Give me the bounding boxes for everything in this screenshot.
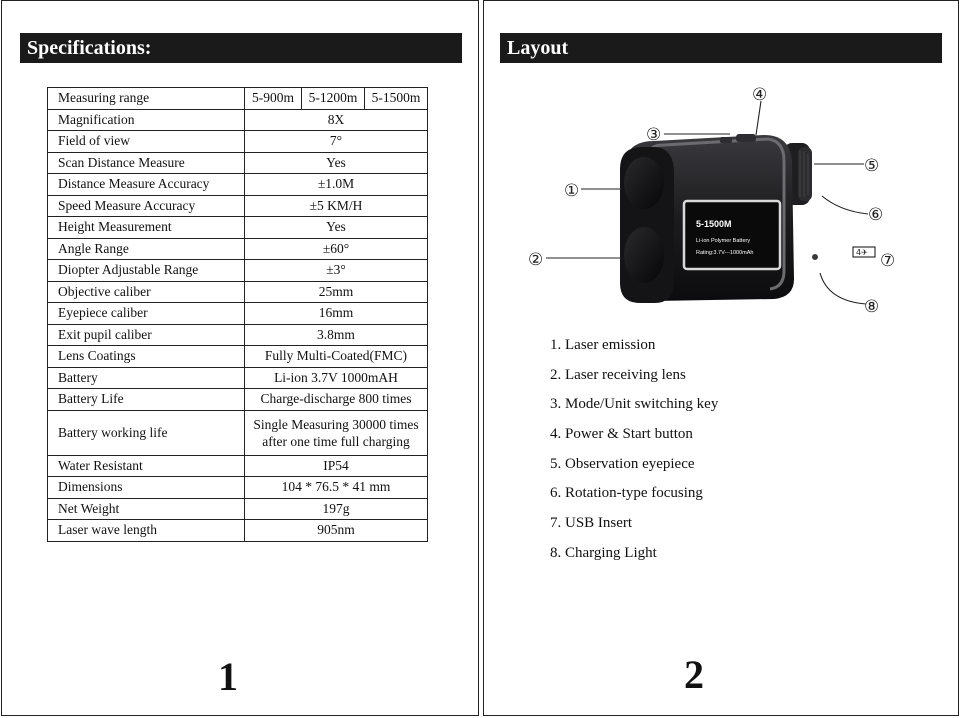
table-row (48, 131, 428, 153)
spec-label: Angle Range (48, 238, 245, 260)
spec-value: 104 * 76.5 * 41 mm (245, 477, 428, 499)
table-row (48, 217, 428, 239)
spec-label: Distance Measure Accuracy (48, 174, 245, 196)
list-item: 4. Power & Start button (550, 426, 693, 443)
table-row (48, 281, 428, 303)
laser-emission-lens (624, 157, 664, 209)
list-item: 8. Charging Light (550, 544, 657, 561)
table-row (48, 88, 428, 110)
spec-value: 905nm (245, 520, 428, 542)
spec-value: Fully Multi-Coated(FMC) (245, 346, 428, 368)
callout-8: ⑧ (864, 297, 880, 317)
spec-value: Yes (245, 217, 428, 239)
device-model-text: 5-1500M (696, 219, 732, 229)
list-item: 1. Laser emission (550, 337, 656, 353)
spec-label: Dimensions (48, 477, 245, 499)
callout-3: ③ (646, 125, 662, 145)
table-row (48, 260, 428, 282)
page-2 (483, 0, 959, 716)
usb-port-shape (812, 254, 818, 260)
spec-label: Measuring range (48, 88, 245, 110)
rangefinder-diagram (484, 1, 958, 331)
spec-label: Height Measurement (48, 217, 245, 239)
callout-1: ① (564, 181, 580, 201)
spec-label: Field of view (48, 131, 245, 153)
spec-label: Speed Measure Accuracy (48, 195, 245, 217)
page-number: 1 (218, 654, 238, 699)
spec-value: 16mm (245, 303, 428, 325)
list-item: 5. Observation eyepiece (550, 455, 695, 472)
callout-6: ⑥ (868, 205, 884, 225)
spec-value: ±5 KM/H (245, 195, 428, 217)
spec-value: Yes (245, 152, 428, 174)
device-battery-text: Li-ion Polymer Battery (696, 238, 751, 244)
list-item: 7. USB Insert (550, 515, 633, 532)
layout-heading: Layout (500, 33, 942, 63)
spec-label: Eyepiece caliber (48, 303, 245, 325)
spec-value: 197g (245, 498, 428, 520)
spec-label: Objective caliber (48, 281, 245, 303)
spec-value-line: after one time full charging (262, 433, 410, 449)
spec-label: Diopter Adjustable Range (48, 260, 245, 282)
table-row (48, 389, 428, 411)
spec-value: ±3° (245, 260, 428, 282)
spec-label: Battery Life (48, 389, 245, 411)
table-row (48, 455, 428, 477)
callout-5: ⑤ (864, 156, 880, 176)
page-1 (1, 0, 479, 716)
front-face (620, 147, 674, 303)
spec-label: Battery working life (48, 410, 245, 455)
table-row (48, 520, 428, 542)
spec-value: 25mm (245, 281, 428, 303)
list-item: 6. Rotation-type focusing (550, 485, 703, 502)
table-row (48, 152, 428, 174)
specifications-heading: Specifications: (20, 33, 462, 63)
callout-2: ② (528, 250, 544, 270)
table-row (48, 346, 428, 368)
power-button-shape (736, 134, 756, 142)
list-item: 3. Mode/Unit switching key (550, 396, 719, 413)
spec-value: 5-900m (245, 88, 302, 110)
svg-text:4✈: 4✈ (856, 248, 868, 257)
spec-label: Battery (48, 367, 245, 389)
callout-7: ⑦ (880, 251, 896, 271)
spec-label: Net Weight (48, 498, 245, 520)
table-row (48, 109, 428, 131)
battery-label-panel (684, 201, 780, 269)
table-row (48, 195, 428, 217)
table-row (48, 324, 428, 346)
table-row (48, 238, 428, 260)
table-row (48, 477, 428, 499)
mode-key-shape (720, 137, 732, 143)
laser-receiving-lens (624, 227, 664, 283)
table-row (48, 410, 428, 455)
table-row (48, 303, 428, 325)
spec-value: 8X (245, 109, 428, 131)
spec-value (245, 410, 428, 455)
spec-value: Li-ion 3.7V 1000mAH (245, 367, 428, 389)
spec-label: Water Resistant (48, 455, 245, 477)
table-row (48, 367, 428, 389)
specifications-table (47, 87, 428, 542)
spec-value: 3.8mm (245, 324, 428, 346)
parts-list (550, 334, 718, 572)
list-item: 2. Laser receiving lens (550, 366, 686, 383)
spec-value: IP54 (245, 455, 428, 477)
spec-value: Charge-discharge 800 times (245, 389, 428, 411)
spec-value: 5-1500m (365, 88, 428, 110)
spec-value: ±1.0M (245, 174, 428, 196)
spec-label: Laser wave length (48, 520, 245, 542)
spec-value: ±60° (245, 238, 428, 260)
spec-label: Magnification (48, 109, 245, 131)
spec-value-line: Single Measuring 30000 times (253, 416, 419, 432)
callout-4: ④ (752, 85, 768, 105)
spec-value: 5-1200m (302, 88, 365, 110)
spec-label: Lens Coatings (48, 346, 245, 368)
page-number: 2 (684, 652, 704, 697)
table-row (48, 174, 428, 196)
table-row (48, 498, 428, 520)
device-rating-text: Rating:3.7V---1000mAh (696, 250, 754, 256)
spec-label: Exit pupil caliber (48, 324, 245, 346)
spec-label: Scan Distance Measure (48, 152, 245, 174)
spec-value: 7° (245, 131, 428, 153)
